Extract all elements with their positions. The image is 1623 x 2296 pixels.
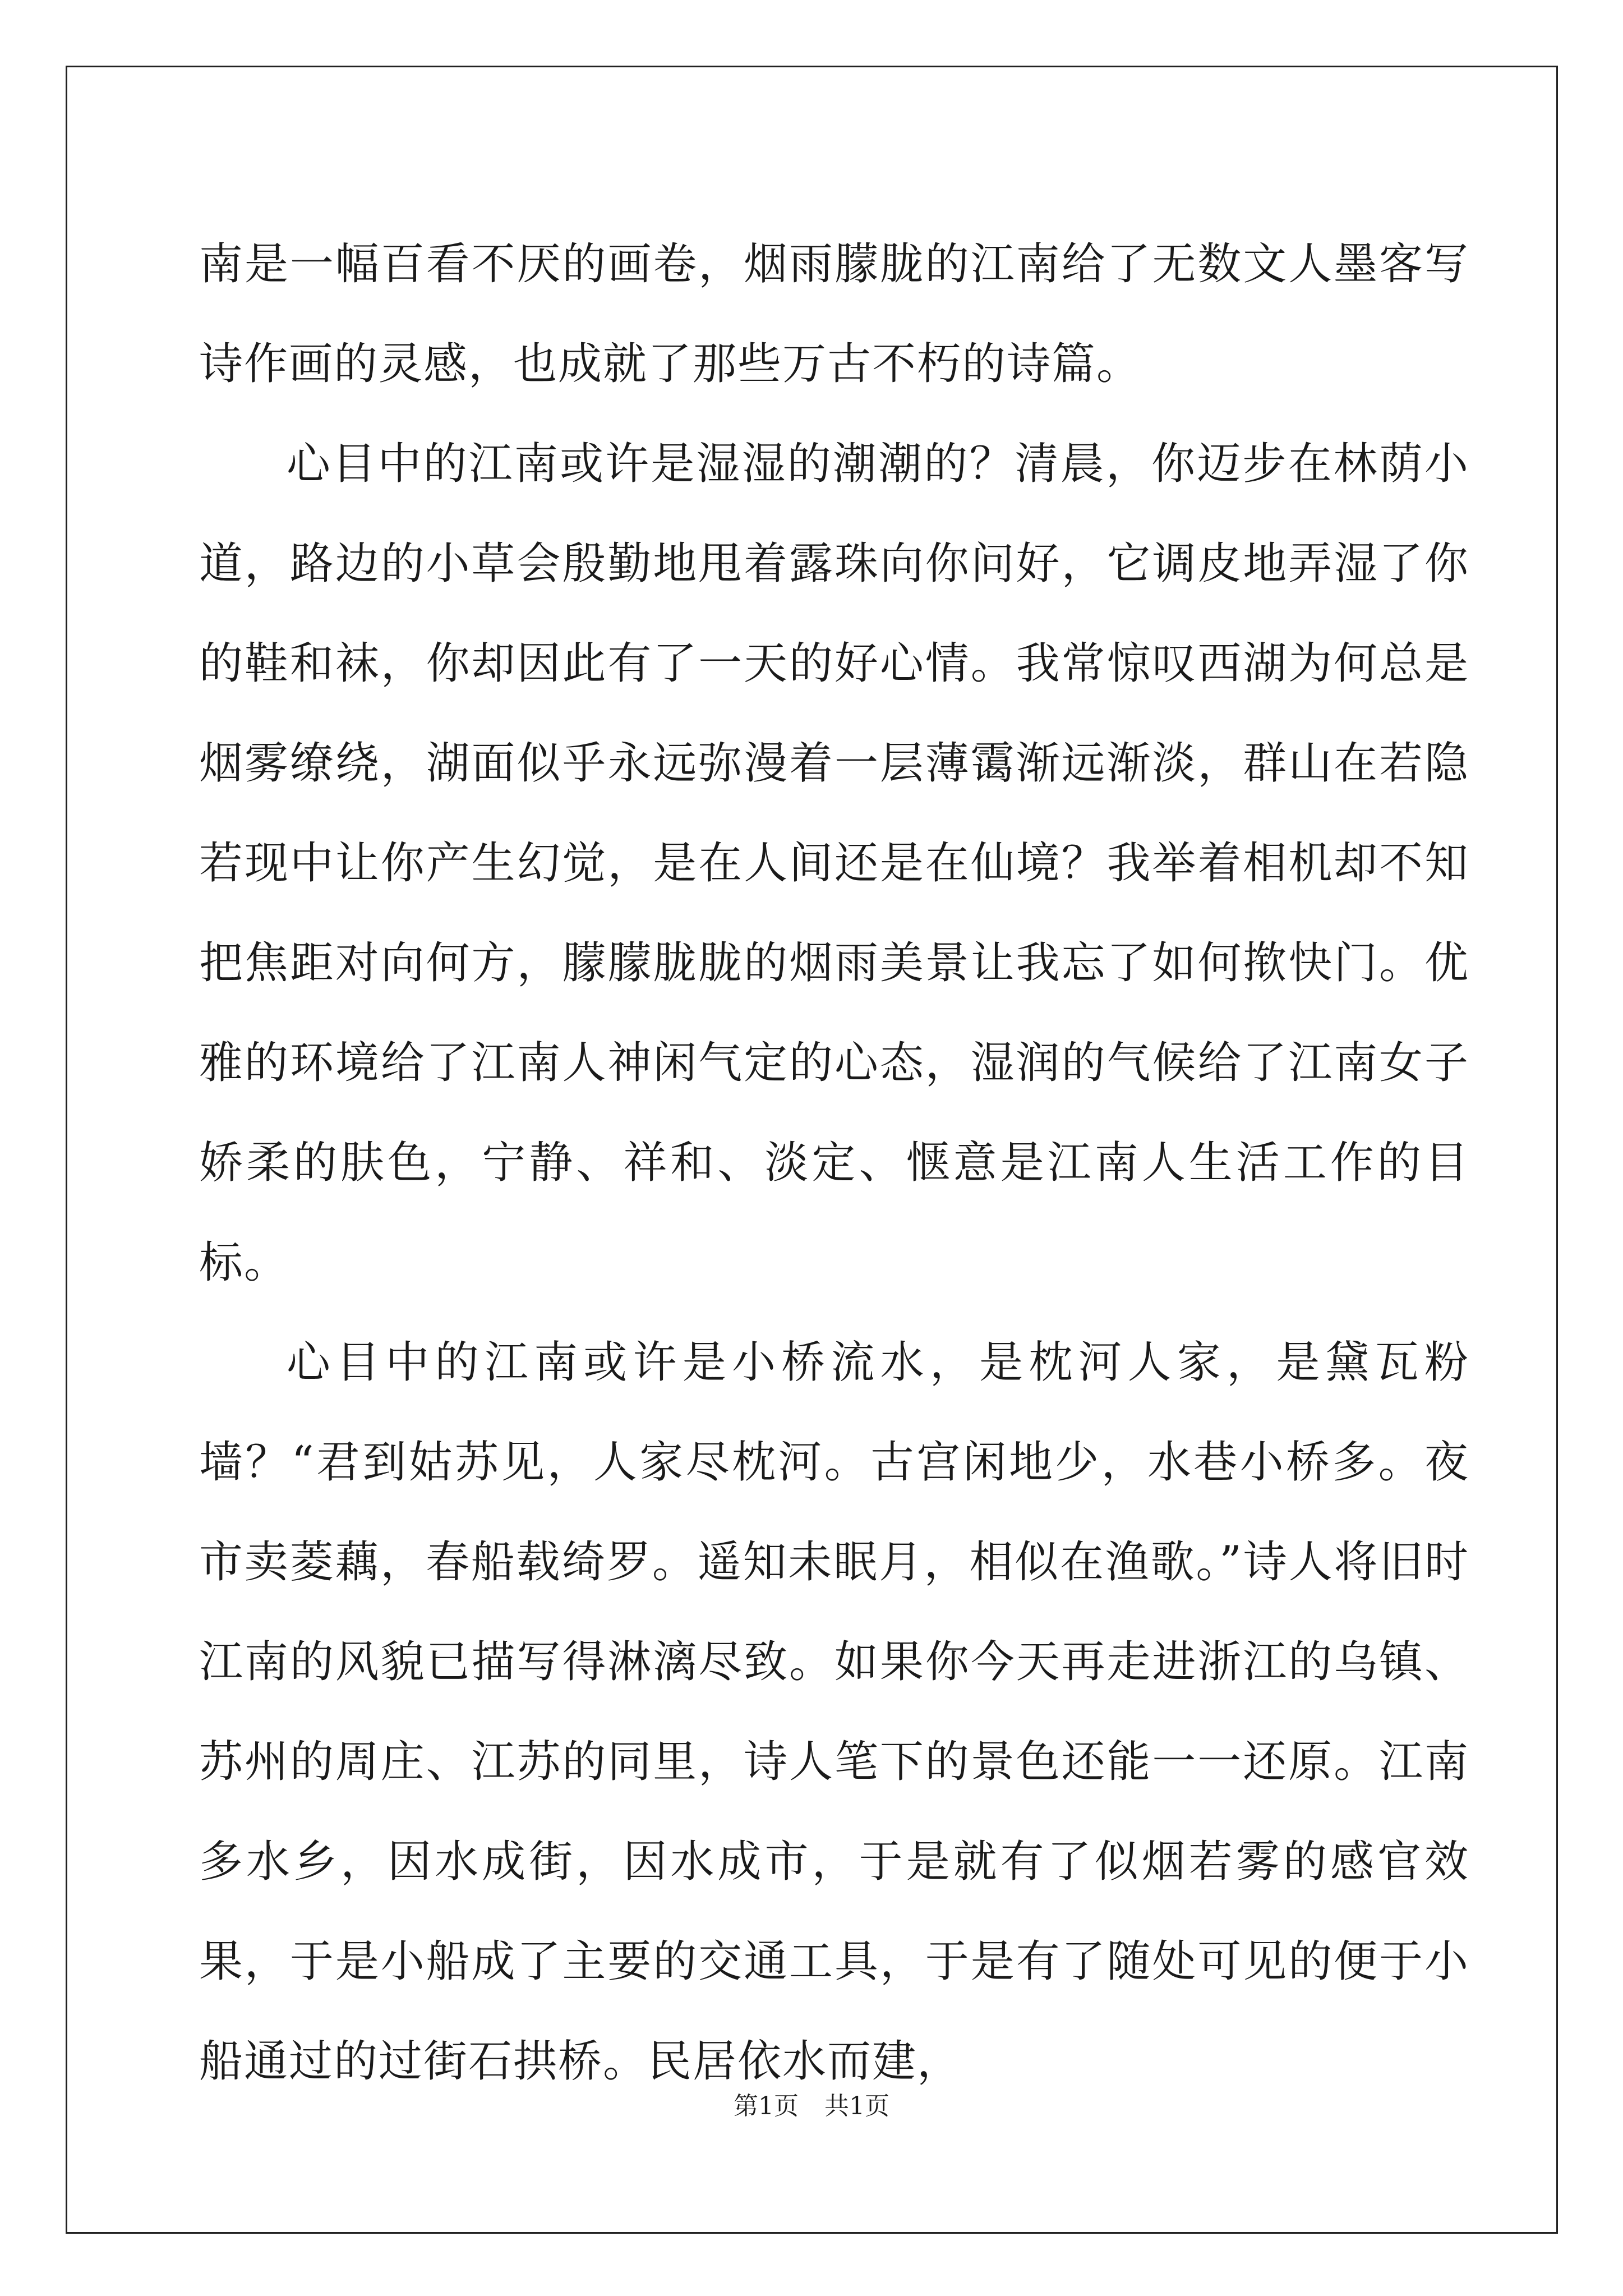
- page-footer: [0, 2086, 1623, 2122]
- paragraph-1: 南是一幅百看不厌的画卷，烟雨朦胧的江南给了无数文人墨客写诗作画的灵感，也成就了那些万古不朽的诗篇。: [199, 239, 1469, 389]
- paragraph-2: 心目中的江南或许是湿湿的潮潮的？清晨，你迈步在林荫小道，路边的小草会殷勤地甩着露珠向你问好，它调皮地弄湿了你的鞋和袜，你却因此有了一天的好心情。我常惊叹西湖为何总是烟雾缭绕，湖面似乎永远弥漫着一层薄霭渐远渐淡，群山在若隐若现中让你产生幻觉，是在人间还是在仙境？我举着相机却不知把焦距对向何方，朦朦胧胧的烟雨美景让我忘了如何揿快门。优雅的环境给了江南人神闲气定的心态，湿润的气候给了江南女子娇柔的肤色，宁静、祥和、淡定、惬意是江南人生活工作的目标。: [199, 439, 1469, 1288]
- document-body: [199, 214, 1469, 2111]
- paragraph-3: 心目中的江南或许是小桥流水，是枕河人家，是黛瓦粉墙？“君到姑苏见，人家尽枕河。古宫闲地少，水巷小桥多。夜市卖菱藕，春船载绮罗。遥知未眠月，相似在渔歌。”诗人将旧时江南的风貌已描写得淋漓尽致。如果你今天再走进浙江的乌镇、苏州的周庄、江苏的同里，诗人笔下的景色还能一一还原。江南多水乡，因水成街，因水成市，于是就有了似烟若雾的感官效果，于是小船成了主要的交通工具，于是有了随处可见的便于小船通过的过街石拱桥。民居依水而建，: [199, 1337, 1469, 2087]
- page-total: 共1页: [824, 2092, 889, 2120]
- page-number: 第1页: [734, 2092, 799, 2120]
